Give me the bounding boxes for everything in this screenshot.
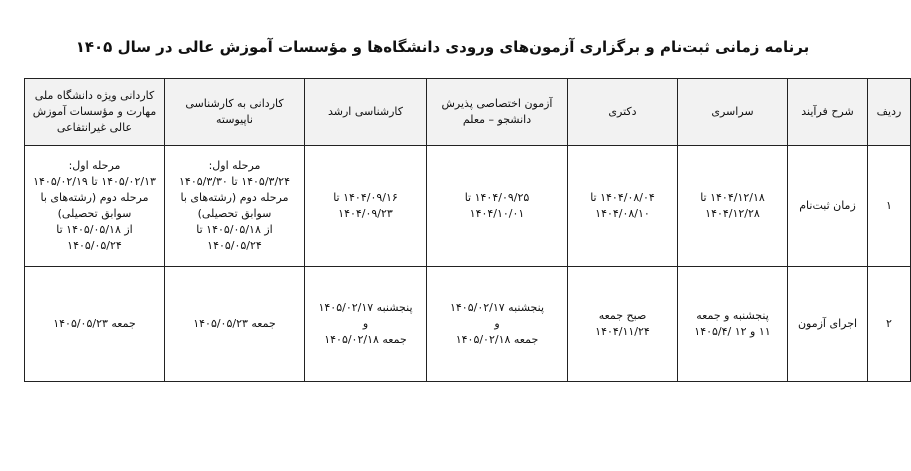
- row-index-cell: ۲: [868, 267, 911, 382]
- date-cell-line: ۱۴۰۴/۰۸/۰۴ تا: [590, 191, 655, 204]
- row-index-cell: ۱: [868, 146, 911, 267]
- column-header-line: کارشناسی ارشد: [327, 105, 404, 118]
- date-cell-line: ۱۴۰۴/۱۰/۰۱: [469, 207, 525, 220]
- date-cell-line: ۱۴۰۵/۳/۲۴ تا ۱۴۰۵/۳/۳۰: [179, 175, 290, 188]
- date-cell-line: جمعه ۱۴۰۵/۰۵/۲۳: [193, 317, 276, 330]
- date-cell: [568, 267, 678, 382]
- date-cell: [568, 146, 678, 267]
- date-cell-line: جمعه ۱۴۰۵/۰۵/۲۳: [53, 317, 136, 330]
- column-header: [788, 79, 868, 146]
- column-header-line: آزمون اختصاصی پذیرش: [441, 97, 553, 110]
- date-cell-line: سوابق تحصیلی): [197, 207, 272, 220]
- column-header: [427, 79, 568, 146]
- date-cell: [427, 146, 568, 267]
- column-header: [568, 79, 678, 146]
- date-cell-line: جمعه ۱۴۰۵/۰۲/۱۸: [455, 333, 539, 346]
- schedule-table: [24, 78, 911, 382]
- date-cell: [305, 267, 427, 382]
- date-cell-line: پنجشنبه ۱۴۰۵/۰۲/۱۷: [318, 301, 413, 314]
- column-header: [305, 79, 427, 146]
- column-header-line: کاردانی به کارشناسی: [185, 97, 284, 110]
- date-cell-line: مرحله دوم (رشته‌های با: [40, 191, 149, 204]
- column-header-line: ردیف: [876, 105, 902, 118]
- column-header-line: ناپیوسته: [216, 113, 253, 126]
- date-cell-line: ۱۴۰۴/۱۲/۲۸: [705, 207, 760, 220]
- column-header: [868, 79, 911, 146]
- date-cell-line: پنجشنبه و جمعه: [696, 309, 769, 322]
- date-cell: [427, 267, 568, 382]
- date-cell-line: صبح جمعه: [598, 309, 647, 322]
- date-cell-line: و: [494, 317, 500, 330]
- date-cell-line: مرحله اول:: [68, 159, 121, 172]
- date-cell: [25, 267, 165, 382]
- date-cell-line: سوابق تحصیلی): [57, 207, 132, 220]
- column-header: [165, 79, 305, 146]
- date-cell-line: از ۱۴۰۵/۰۵/۱۸ تا: [196, 223, 273, 236]
- date-cell-line: ۱۴۰۴/۱۱/۲۴: [595, 325, 650, 338]
- column-header: [25, 79, 165, 146]
- date-cell-line: مرحله دوم (رشته‌های با: [180, 191, 289, 204]
- column-header-line: عالی غیرانتفاعی: [56, 121, 133, 134]
- date-cell-line: پنجشنبه ۱۴۰۵/۰۲/۱۷: [449, 301, 544, 314]
- date-cell-line: ۱۴۰۴/۰۹/۱۶ تا: [333, 191, 398, 204]
- date-cell-line: جمعه ۱۴۰۵/۰۲/۱۸: [324, 333, 407, 346]
- column-header-line: مهارت و مؤسسات آموزش: [32, 105, 157, 118]
- column-header-line: کاردانی ویژه دانشگاه ملی: [34, 89, 155, 102]
- table-row: [25, 267, 911, 382]
- header-row: [25, 79, 911, 146]
- process-cell: زمان ثبت‌نام: [788, 146, 868, 267]
- date-cell: [305, 146, 427, 267]
- date-cell-line: ۱۴۰۴/۰۸/۱۰: [595, 207, 650, 220]
- date-cell-line: ۱۴۰۵/۰۲/۱۳ تا ۱۴۰۵/۰۲/۱۹: [33, 175, 156, 188]
- date-cell: [165, 146, 305, 267]
- date-cell: [678, 267, 788, 382]
- date-cell-line: ۱۴۰۴/۰۹/۲۳: [338, 207, 393, 220]
- process-cell: اجرای آزمون: [788, 267, 868, 382]
- date-cell: [165, 267, 305, 382]
- table-row: [25, 146, 911, 267]
- date-cell-line: ۱۴۰۵/۰۵/۲۴: [67, 239, 122, 252]
- date-cell-line: ۱۴۰۴/۱۲/۱۸ تا: [700, 191, 765, 204]
- date-cell-line: مرحله اول:: [208, 159, 261, 172]
- date-cell: [678, 146, 788, 267]
- date-cell-line: ۱۴۰۵/۰۵/۲۴: [207, 239, 262, 252]
- column-header-line: سراسری: [711, 105, 754, 118]
- date-cell-line: و: [362, 317, 369, 330]
- date-cell: [25, 146, 165, 267]
- page-title: برنامه زمانی ثبت‌نام و برگزاری آزمون‌های ورودی دانشگاه‌ها و مؤسسات آموزش عالی در سال ۱۴۰۵: [75, 38, 810, 56]
- date-cell-line: از ۱۴۰۵/۰۵/۱۸ تا: [56, 223, 133, 236]
- column-header-line: شرح فرآیند: [801, 105, 854, 118]
- column-header-line: دانشجو – معلم: [462, 113, 532, 126]
- column-header: [678, 79, 788, 146]
- date-cell-line: ۱۱ و ۱۲ /۱۴۰۵/۴: [694, 325, 771, 338]
- column-header-line: دکتری: [608, 105, 637, 118]
- date-cell-line: ۱۴۰۴/۰۹/۲۵ تا: [464, 191, 530, 204]
